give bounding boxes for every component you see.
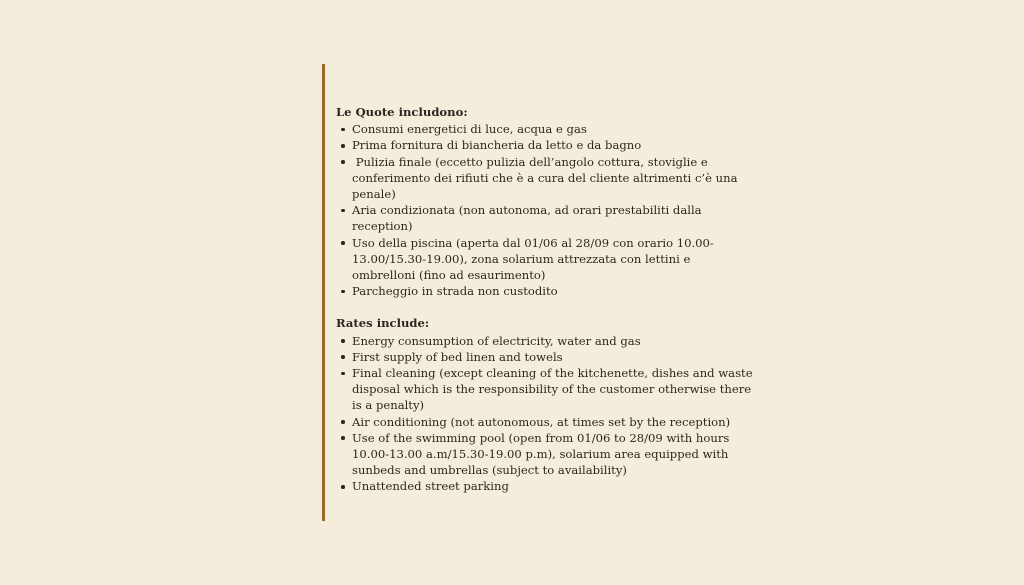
english-list — [336, 333, 756, 495]
section-spacer — [336, 299, 756, 315]
italian-list — [336, 121, 756, 299]
list-item: Pulizia finale (eccetto pulizia dell’angolo cottura, stoviglie e conferimento dei rifiuti che è a cura del cliente altrimenti c’è una penale) — [336, 154, 756, 203]
list-item: Energy consumption of electricity, water and gas — [336, 333, 756, 349]
accent-bar — [322, 64, 325, 521]
list-item: Unattended street parking — [336, 478, 756, 494]
list-item: Final cleaning (except cleaning of the kitchenette, dishes and waste disposal which is the responsibility of the customer otherwise there is a penalty) — [336, 365, 756, 414]
english-section — [336, 315, 756, 494]
list-item: Parcheggio in strada non custodito — [336, 283, 756, 299]
rates-content — [336, 104, 756, 495]
list-item: Uso della piscina (aperta dal 01/06 al 28/09 con orario 10.00-13.00/15.30-19.00), zona solarium attrezzata con lettini e ombrelloni (fino ad esaurimento) — [336, 235, 756, 284]
list-item: Consumi energetici di luce, acqua e gas — [336, 121, 756, 137]
list-item: First supply of bed linen and towels — [336, 349, 756, 365]
list-item: Use of the swimming pool (open from 01/06 to 28/09 with hours 10.00-13.00 a.m/15.30-19.00 p.m), solarium area equipped with sunbeds and umbrellas (subject to availability) — [336, 430, 756, 479]
list-item: Aria condizionata (non autonoma, ad orari prestabiliti dalla reception) — [336, 202, 756, 234]
italian-section-title: Le Quote includono: — [336, 105, 468, 119]
english-section-title: Rates include: — [336, 316, 430, 331]
list-item: Prima fornitura di biancheria da letto e da bagno — [336, 137, 756, 153]
list-item: Air conditioning (not autonomous, at times set by the reception) — [336, 414, 756, 430]
italian-section — [336, 104, 756, 299]
